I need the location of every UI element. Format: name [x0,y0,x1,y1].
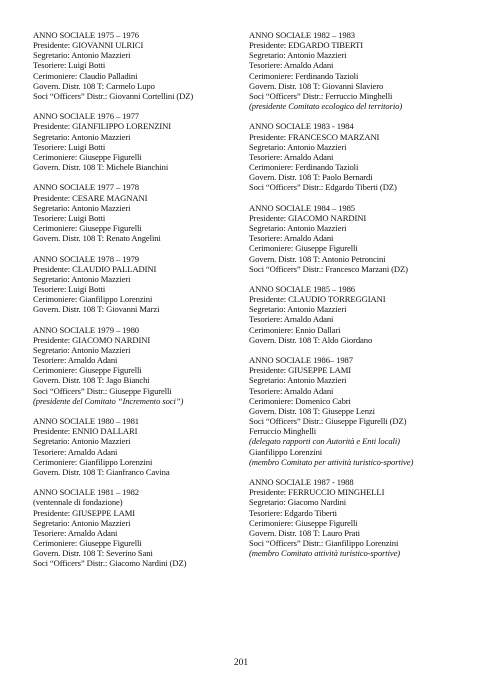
year-heading: ANNO SOCIALE 1986– 1987 [249,355,353,366]
year-entry [249,284,469,345]
year-entry [33,487,251,568]
entry-line: Presidente: GIACOMO NARDINI [249,212,367,223]
entry-line: Segretario: Antonio Mazzieri [249,223,347,234]
entry-line: Tesoriere: Arnaldo Adani [249,385,334,396]
entry-line: Govern. Distr. 108 T: Giovanni Marzi [33,304,160,315]
entry-line: Presidente: CESARE MAGNANI [33,192,148,203]
entry-line: Tesoriere: Luigi Botti [33,60,106,71]
year-heading: ANNO SOCIALE 1978 – 1979 [33,253,139,264]
entry-line: Segretario: Antonio Mazzieri [33,517,131,528]
entry-line: Segretario: Antonio Mazzieri [249,304,347,315]
entry-line: Tesoriere: Luigi Botti [33,284,106,294]
entry-line: Cerimoniere: Ferdinando Tazioli [249,162,359,173]
entry-line: Cerimoniere: Domenico Cabri [249,395,351,406]
entry-line: Soci “Officers” Distr.: Giovanni Cortellini (DZ) [33,90,194,101]
entry-line: Presidente: GIACOMO NARDINI [33,334,151,345]
year-heading: ANNO SOCIALE 1975 – 1976 [33,30,139,40]
entry-line: Cerimoniere: Giuseppe Figurelli [249,517,358,528]
entry-line: Presidente: GIUSEPPE LAMI [249,365,352,376]
entry-line: Segretario: Antonio Mazzieri [249,375,347,386]
entry-line: Tesoriere: Arnaldo Adani [249,314,334,325]
entry-line: Segretario: Antonio Mazzieri [249,141,347,152]
entry-line: Cerimoniere: Giuseppe Figurelli [33,365,142,376]
entry-line: Cerimoniere: Giuseppe Figurelli [33,223,142,234]
entry-line: Segretario: Antonio Mazzieri [33,202,131,213]
entry-line: Segretario: Antonio Mazzieri [33,50,131,61]
entry-line: Segretario: Antonio Mazzieri [249,50,347,61]
entry-line: Govern. Distr. 108 T: Michele Bianchini [33,162,169,173]
year-heading: ANNO SOCIALE 1980 – 1981 [33,416,139,427]
entry-line: Govern. Distr. 108 T: Paolo Bernardi [249,172,373,183]
role-note: (membro Comitato per attività turistico-sportive) [249,456,414,467]
left-column [33,30,251,579]
year-entry [33,30,251,101]
entry-line: Soci “Officers” Distr.: Giacomo Nardini (DZ) [33,558,187,569]
year-heading: ANNO SOCIALE 1976 – 1977 [33,111,139,122]
year-entry [249,203,469,274]
entry-line: Soci “Officers” Distr.: Giuseppe Figurelli [33,385,172,396]
year-entry [249,30,469,111]
entry-line: Tesoriere: Edgardo Tiberti [249,507,337,518]
entry-line: Tesoriere: Arnaldo Adani [33,527,118,538]
year-heading: ANNO SOCIALE 1977 – 1978 [33,182,139,193]
entry-line: Cerimoniere: Giuseppe Figurelli [249,243,358,254]
entry-line: Govern. Distr. 108 T: Giuseppe Lenzi [249,405,375,416]
entry-line: Tesoriere: Luigi Botti [33,212,106,223]
entry-line: Soci “Officers” Distr.: Giuseppe Figurelli (DZ) [249,416,407,427]
entry-line: Soci “Officers” Distr.: Edgardo Tiberti (DZ) [249,182,397,193]
year-entry [33,325,251,406]
year-entry [33,182,251,243]
role-note: (presidente del Comitato “Incremento soci”) [33,395,184,406]
entry-line: Cerimoniere: Claudio Palladini [33,70,138,81]
entry-line: Presidente: GIOVANNI ULRICI [33,40,144,51]
year-entry [249,355,469,467]
entry-line: Govern. Distr. 108 T: Renato Angelini [33,233,161,244]
year-heading: ANNO SOCIALE 1984 – 1985 [249,202,355,213]
entry-line: Tesoriere: Arnaldo Adani [33,446,118,457]
entry-line: Govern. Distr. 108 T: Severino Sani [33,548,153,559]
entry-line: Presidente: CLAUDIO PALLADINI [33,263,157,274]
entry-line: Segretario: Antonio Mazzieri [33,344,131,355]
entry-line: Cerimoniere: Ferdinando Tazioli [249,70,359,81]
entry-line: Tesoriere: Luigi Botti [33,141,106,152]
entry-line: Cerimoniere: Gianfilippo Lorenzini [33,294,153,305]
entry-line: Govern. Distr. 108 T: Aldo Giordano [249,334,373,345]
entry-line: Presidente: ENNIO DALLARI [33,426,138,437]
year-heading: ANNO SOCIALE 1982 – 1983 [249,30,355,40]
entry-line: Govern. Distr. 108 T: Lauro Prati [249,527,360,538]
page-number: 201 [233,658,249,668]
year-heading: ANNO SOCIALE 1985 – 1986 [249,284,355,294]
entry-line: Cerimoniere: Giuseppe Figurelli [33,538,142,548]
entry-line: Cerimoniere: Gianfilippo Lorenzini [33,456,153,467]
entry-line: Govern. Distr. 108 T: Carmelo Lupo [33,80,155,91]
entry-line: Soci “Officers” Distr.: Francesco Marzani (DZ) [249,263,408,274]
entry-line: Govern. Distr. 108 T: Giovanni Slaviero [249,80,384,91]
entry-line: Presidente: GIANFILIPPO LORENZINI [33,121,172,132]
right-column [249,30,469,568]
entry-line: Tesoriere: Arnaldo Adani [33,355,118,366]
entry-line: Presidente: CLAUDIO TORREGGIANI [249,294,386,305]
entry-line: Ferruccio Minghelli [249,426,317,437]
entry-line: (ventennale di fondazione) [33,497,123,508]
entry-line: Segretario: Antonio Mazzieri [33,131,131,142]
entry-line: Tesoriere: Arnaldo Adani [249,233,334,244]
entry-line: Cerimoniere: Giuseppe Figurelli [33,151,142,162]
role-note: (delegato rapporti con Autorità e Enti locali) [249,436,400,447]
entry-line: Govern. Distr. 108 T: Gianfranco Cavina [33,466,170,477]
year-heading: ANNO SOCIALE 1981 – 1982 [33,487,139,498]
entry-line: Tesoriere: Arnaldo Adani [249,60,334,71]
year-entry [33,111,251,172]
year-heading: ANNO SOCIALE 1979 – 1980 [33,324,139,335]
entry-line: Govern. Distr. 108 T: Jago Bianchi [33,375,150,386]
entry-line: Govern. Distr. 108 T: Antonio Petroncini [249,253,386,264]
role-note: (membro Comitato attività turistico-sportive) [249,548,401,559]
entry-line: Segretario: Antonio Mazzieri [33,436,131,447]
year-entry [249,121,469,192]
year-entry [33,416,251,477]
entry-line: Gianfilippo Lorenzini [249,446,323,457]
entry-line: Presidente: EDGARDO TIBERTI [249,40,364,51]
entry-line: Presidente: FERRUCCIO MINGHELLI [249,487,385,498]
entry-line: Soci “Officers” Distr.: Ferruccio Minghelli [249,90,393,101]
entry-line: Segretario: Giacomo Nardini [249,497,347,508]
entry-line: Tesoriere: Arnaldo Adani [249,151,334,162]
year-heading: ANNO SOCIALE 1983 - 1984 [249,121,354,132]
entry-line: Cerimoniere: Ennio Dallari [249,324,341,335]
entry-line: Presidente: GIUSEPPE LAMI [33,507,136,518]
entry-line: Presidente: FRANCESCO MARZANI [249,131,380,142]
year-entry [249,477,469,558]
year-heading: ANNO SOCIALE 1987 - 1988 [249,477,354,488]
entry-line: Segretario: Antonio Mazzieri [33,273,131,284]
role-note: (presidente Comitato ecologico del territorio) [249,101,403,112]
entry-line: Soci “Officers” Distr.: Gianfilippo Lorenzini [249,537,399,548]
year-entry [33,254,251,315]
